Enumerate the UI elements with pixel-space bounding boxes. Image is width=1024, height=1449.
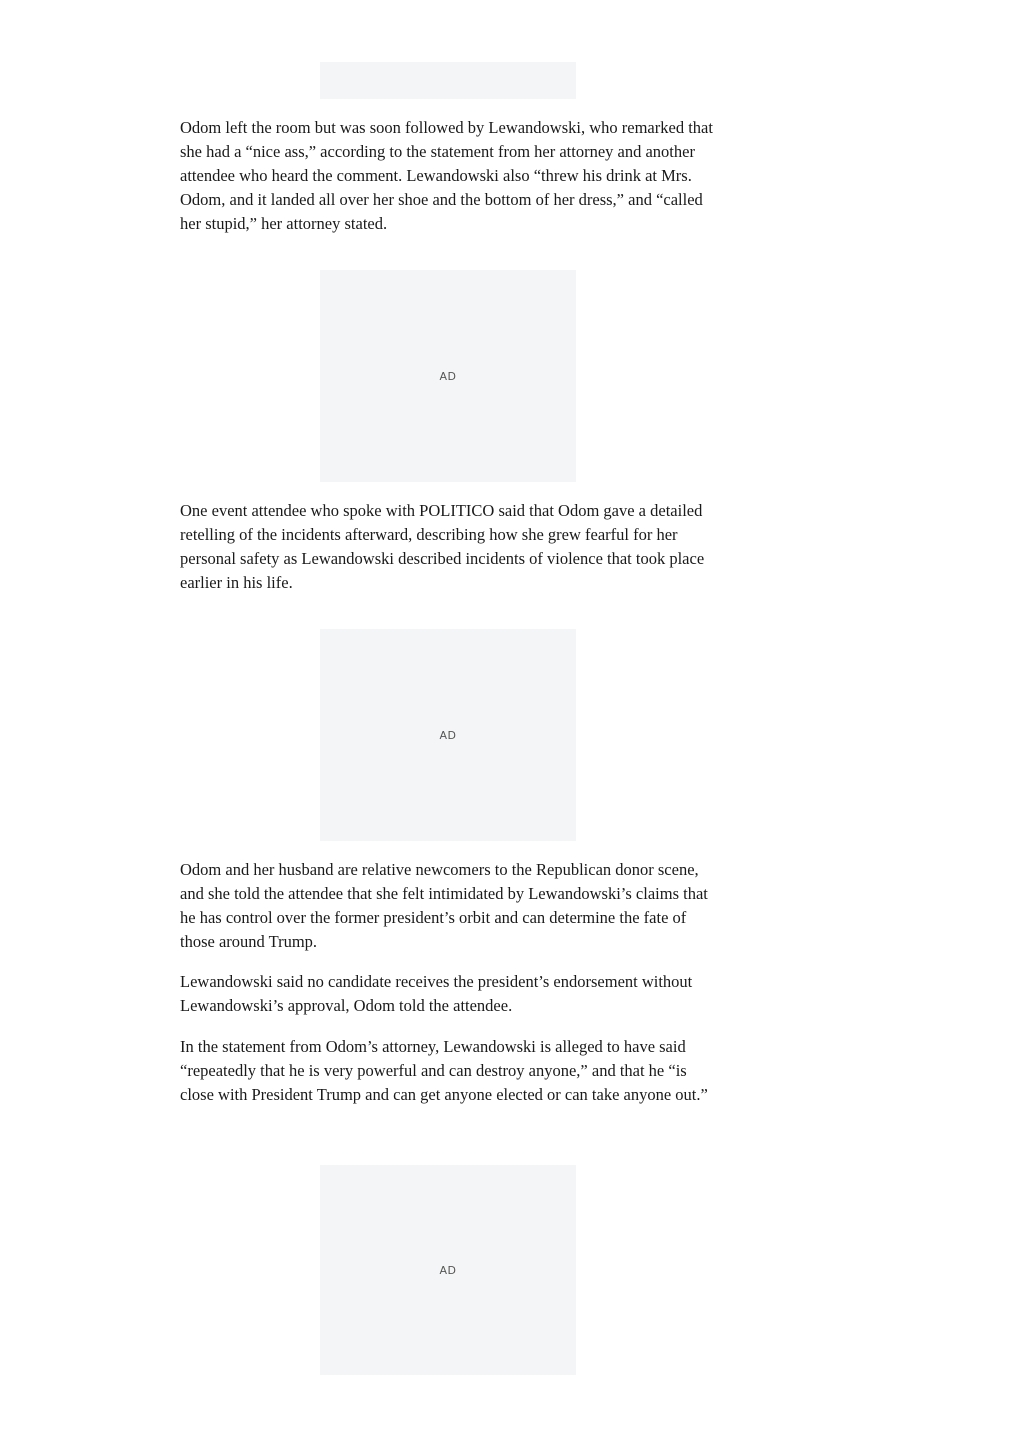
ad-label: AD xyxy=(439,728,457,742)
article-paragraph-5: In the statement from Odom’s attorney, Lewandowski is alleged to have said “repeatedly that he is very powerful and can destroy anyone,” and that he “is close with President Trump and can get anyone elected or can take anyone out.” xyxy=(180,1037,708,1104)
ad-slot-2[interactable] xyxy=(320,629,576,841)
article-paragraph-2: One event attendee who spoke with POLITICO said that Odom gave a detailed retelling of the incidents afterward, describing how she grew fearful for her personal safety as Lewandowski described incidents of violence that took place earlier in his life. xyxy=(180,501,705,592)
article-paragraph-4: Lewandowski said no candidate receives the president’s endorsement without Lewandowski’s approval, Odom told the attendee. xyxy=(180,972,693,1015)
ad-label: AD xyxy=(439,369,457,383)
article-paragraph-3: Odom and her husband are relative newcomers to the Republican donor scene, and she told the attendee that she felt intimidated by Lewandowski’s claims that he has control over the former president’s orbit and can determine the fate of those around Trump. xyxy=(180,860,708,951)
ad-slot-1[interactable] xyxy=(320,270,576,482)
ad-label: AD xyxy=(439,1263,457,1277)
ad-slot-top[interactable] xyxy=(320,62,576,99)
article-paragraph-1: Odom left the room but was soon followed by Lewandowski, who remarked that she had a “nice ass,” according to the statement from her attorney and another attendee who heard the comment. Lewandowski also “threw his drink at Mrs. Odom, and it landed all over her shoe and the bottom of her dress,” and “called her stupid,” her attorney stated. xyxy=(180,118,713,233)
ad-slot-3[interactable] xyxy=(320,1165,576,1375)
